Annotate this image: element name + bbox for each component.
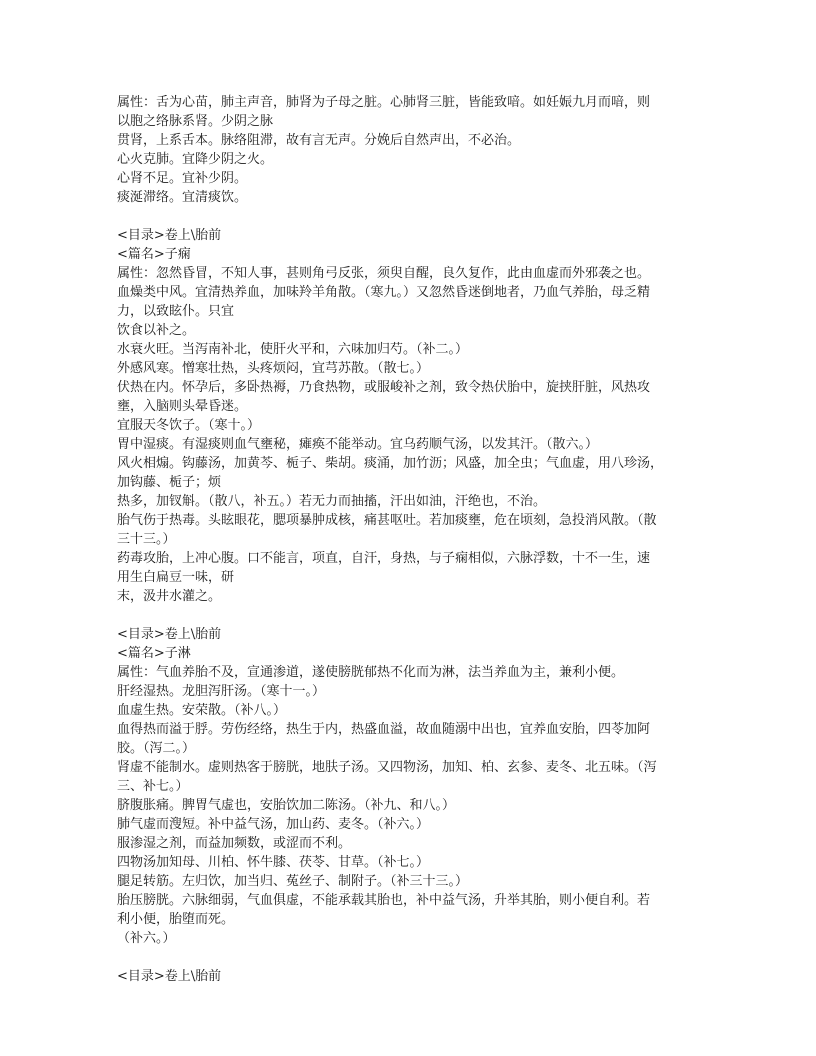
text-line: 贯肾，上系舌本。脉络阻滞，故有言无声。分娩后自然声出，不必治。 xyxy=(117,133,521,148)
text-line: 胶。（泻二。） xyxy=(117,741,196,756)
text-line: 三十三。） xyxy=(117,532,176,547)
text-line: 末，汲井水灌之。 xyxy=(117,589,222,604)
text-line: （补六。） xyxy=(117,931,176,946)
text-line: 心肾不足。宜补少阴。 xyxy=(117,171,248,186)
text-line: 属性：舌为心苗，肺主声音，肺肾为子母之脏。心肺肾三脏，皆能致喑。如妊娠九月而喑，则 xyxy=(117,95,651,110)
blank-line xyxy=(117,948,707,967)
text-line: 以胞之络脉系肾。少阴之脉 xyxy=(117,114,274,129)
text-line: 胎气伤于热毒。头眩眼花，腮项暴肿成核，痛甚呕吐。若加痰壅，危在顷刻，急投消风散。（散 xyxy=(117,513,657,528)
text-line: 外感风寒。憎寒壮热，头疼烦闷，宜芎苏散。（散七。） xyxy=(117,361,430,376)
catalog-heading: <目录>卷上\胎前 xyxy=(117,969,222,984)
text-line: 三、补七。） xyxy=(117,779,189,794)
text-line: 属性：忽然昏冒，不知人事，甚则角弓反张，须臾自醒，良久复作，此由血虚而外邪袭之也。 xyxy=(117,266,651,281)
document-page xyxy=(117,93,707,986)
section-next xyxy=(117,967,707,986)
text-line: 用生白扁豆一味，研 xyxy=(117,570,235,585)
text-line: 属性：气血养胎不及，宣通渗道，遂使膀胱郁热不化而为淋，法当养血为主，兼利小便。 xyxy=(117,665,625,680)
catalog-heading: <目录>卷上\胎前 xyxy=(117,228,222,243)
text-line: 伏热在内。怀孕后，多卧热褥，乃食热物，或服峻补之剂，致令热伏胎中，旋挟肝脏，风热攻 xyxy=(117,380,651,395)
text-line: 肾虚不能制水。虚则热客于膀胱，地肤子汤。又四物汤，加知、柏、玄参、麦冬、北五味。（泻 xyxy=(117,760,657,775)
text-line: 痰涎滞络。宜清痰饮。 xyxy=(117,190,248,205)
text-line: 饮食以补之。 xyxy=(117,323,196,338)
text-line: 服渗湿之剂，而益加频数，或涩而不利。 xyxy=(117,836,352,851)
text-line: 心火克肺。宜降少阴之火。 xyxy=(117,152,274,167)
section-title: <篇名>子痫 xyxy=(117,247,191,262)
text-line: 四物汤加知母、川柏、怀牛膝、茯苓、甘草。（补七。） xyxy=(117,855,430,870)
text-line: 加钩藤、栀子；烦 xyxy=(117,475,222,490)
text-line: 热多，加钗斛。（散八，补五。）若无力而抽搐，汗出如油，汗绝也，不治。 xyxy=(117,494,547,509)
section-zilin xyxy=(117,625,707,948)
text-line: 胎压膀胱。六脉细弱，气血俱虚，不能承载其胎也，补中益气汤，升举其胎，则小便自利。若 xyxy=(117,893,651,908)
text-line: 肺气虚而溲短。补中益气汤，加山药、麦冬。（补六。） xyxy=(117,817,430,832)
blank-line xyxy=(117,207,707,226)
text-line: 腿足转筋。左归饮，加当归、菟丝子、制附子。（补三十三。） xyxy=(117,874,469,889)
text-line: 血燥类中风。宜清热养血，加味羚羊角散。（寒九。）又忽然昏迷倒地者，乃血气养胎，母乏精 xyxy=(117,285,651,300)
text-line: 力，以致眩仆。只宜 xyxy=(117,304,235,319)
text-line: 血得热而溢于脬。劳伤经络，热生于内，热盛血溢，故血随溺中出也，宜养血安胎，四苓加阿 xyxy=(117,722,651,737)
text-line: 药毒攻胎，上冲心腹。口不能言，项直，自汗，身热，与子痫相似，六脉浮数，十不一生，速 xyxy=(117,551,651,566)
text-line: 胃中湿痰。有湿痰则血气壅秘，瘫痪不能举动。宜乌药顺气汤，以发其汗。（散六。） xyxy=(117,437,599,452)
text-line: 水衰火旺。当泻南补北，使肝火平和，六味加归芍。（补二。） xyxy=(117,342,469,357)
text-line: 肝经湿热。龙胆泻肝汤。（寒十一。） xyxy=(117,684,326,699)
continuation-block xyxy=(117,93,707,207)
text-line: 脐腹胀痛。脾胃气虚也，安胎饮加二陈汤。（补九、和八。） xyxy=(117,798,456,813)
section-zixian xyxy=(117,226,707,606)
blank-line xyxy=(117,606,707,625)
text-line: 血虚生热。安荣散。（补八。） xyxy=(117,703,287,718)
text-line: 宜服天冬饮子。（寒十。） xyxy=(117,418,261,433)
text-line: 利小便，胎堕而死。 xyxy=(117,912,235,927)
text-line: 壅，入脑则头晕昏迷。 xyxy=(117,399,248,414)
text-line: 风火相煽。钩藤汤，加黄芩、栀子、柴胡。痰涌，加竹沥；风盛，加全虫；气血虚，用八珍汤， xyxy=(117,456,664,471)
section-title: <篇名>子淋 xyxy=(117,646,191,661)
catalog-heading: <目录>卷上\胎前 xyxy=(117,627,222,642)
